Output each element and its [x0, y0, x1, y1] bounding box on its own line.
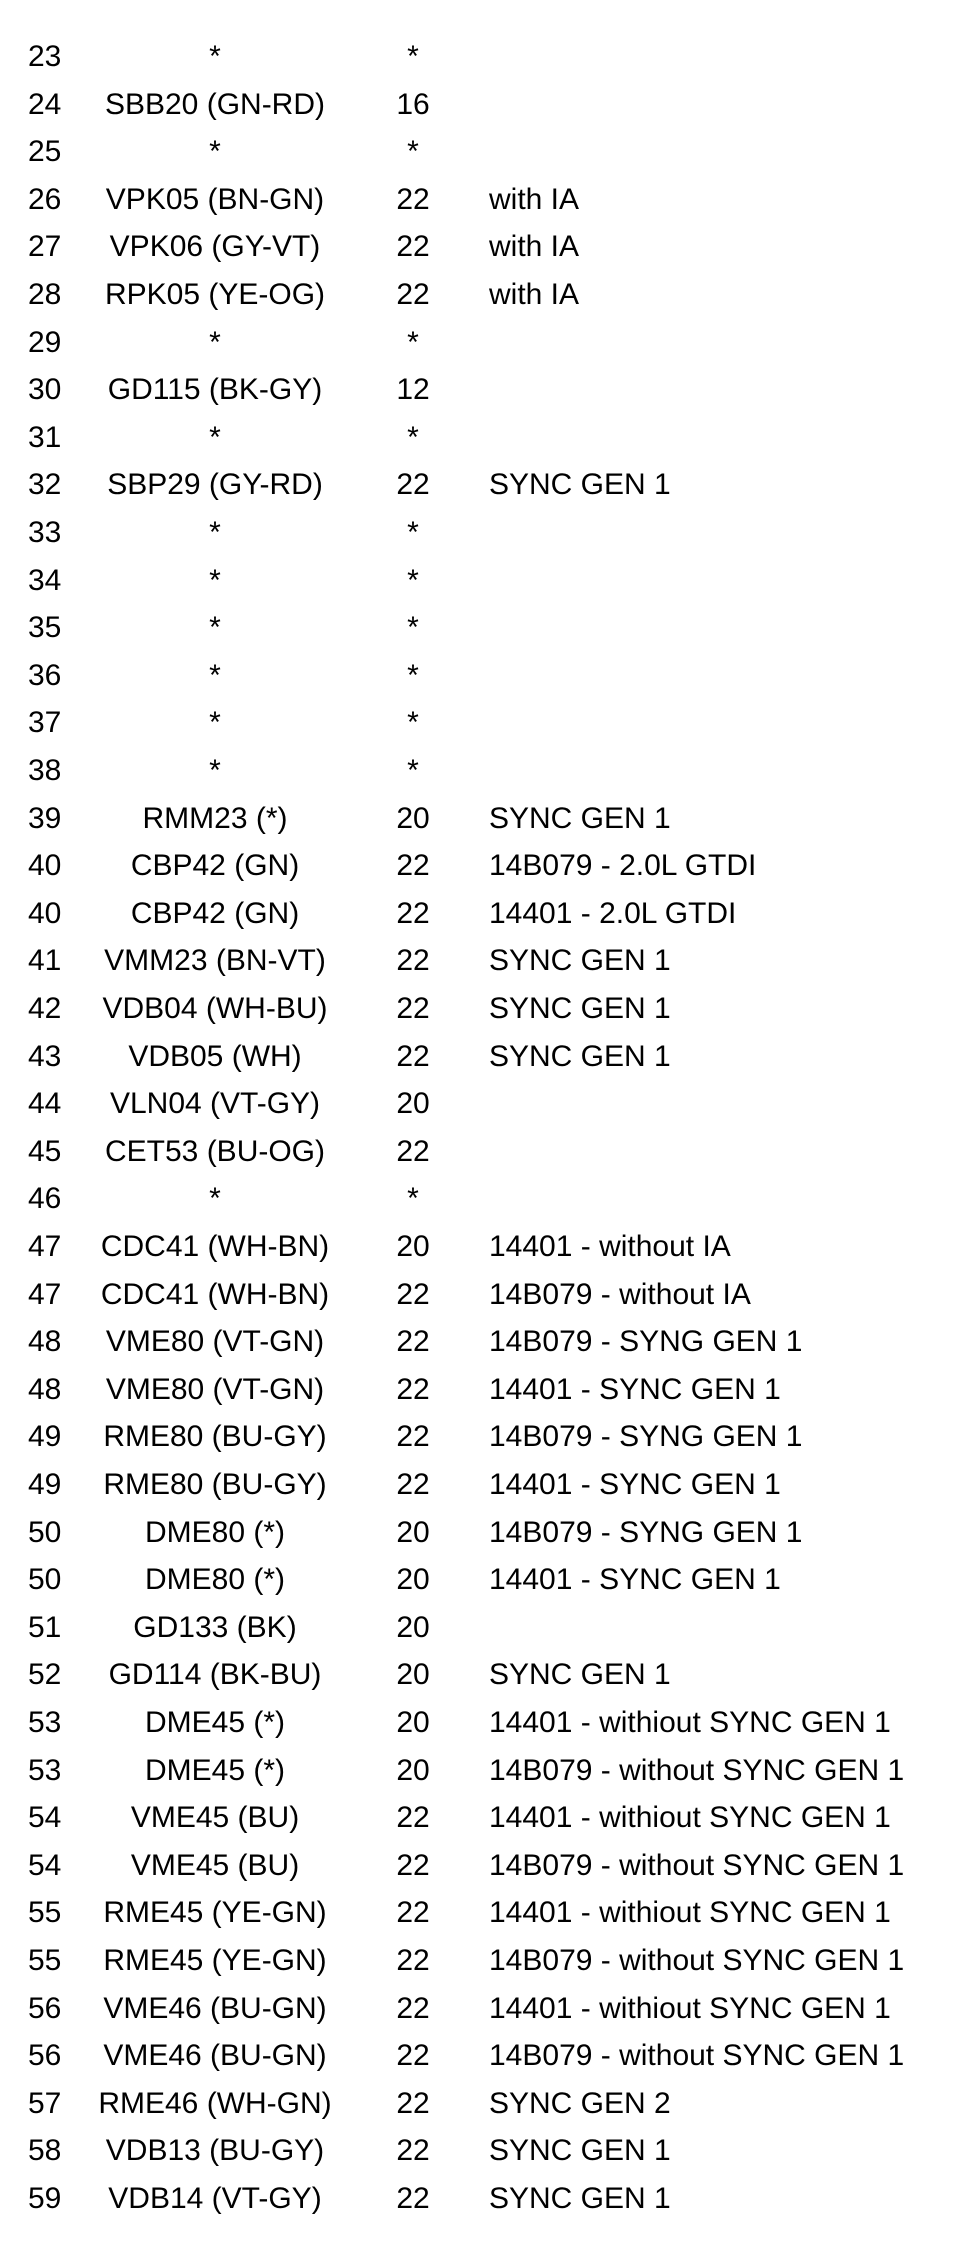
wire-gauge: *: [407, 325, 419, 359]
row-note: 14401 - withiout SYNC GEN 1: [489, 1896, 891, 1930]
circuit-code: GD133 (BK): [133, 1610, 297, 1644]
table-row: [0, 325, 973, 376]
wire-gauge: 22: [396, 1896, 430, 1930]
row-note: 14401 - withiout SYNC GEN 1: [489, 1801, 891, 1835]
table-row: [0, 563, 973, 614]
row-note: with IA: [489, 182, 580, 216]
pin-number: 39: [28, 801, 62, 835]
pin-number: 54: [28, 1848, 62, 1882]
table-row: [0, 87, 973, 138]
pin-number: 57: [28, 2086, 62, 2120]
row-note: 14401 - withiout SYNC GEN 1: [489, 1706, 891, 1739]
wire-gauge: *: [407, 563, 419, 597]
table-row: [0, 1470, 973, 1518]
row-note: SYNC GEN 1: [489, 2182, 671, 2215]
table-row: [0, 1898, 973, 1946]
circuit-code: *: [209, 40, 221, 73]
wire-gauge: *: [407, 754, 419, 787]
wire-gauge: 20: [396, 1230, 430, 1263]
table-row: [0, 1848, 973, 1899]
circuit-code: RMM23 (*): [142, 801, 288, 835]
pin-number: 53: [28, 1753, 62, 1787]
wire-gauge: *: [407, 135, 419, 169]
pin-number: 56: [28, 2039, 62, 2073]
table-row: [0, 1515, 973, 1566]
row-note: 14401 - without IA: [489, 1230, 731, 1263]
pin-number: 54: [28, 1801, 62, 1835]
table-row: [0, 851, 973, 899]
table-row: [0, 182, 973, 233]
row-note: 14B079 - without SYNC GEN 1: [489, 1753, 905, 1787]
row-note: 14401 - SYNC GEN 1: [489, 1563, 781, 1597]
table-row: [0, 518, 973, 566]
table-row: [0, 946, 973, 994]
circuit-code: RME45 (YE-GN): [103, 1944, 327, 1977]
table-row: [0, 708, 973, 756]
wire-gauge: 22: [396, 849, 430, 883]
circuit-code: RME46 (WH-GN): [98, 2086, 332, 2120]
wire-gauge: 22: [396, 992, 430, 1025]
table-row: [0, 470, 973, 518]
circuit-code: VMM23 (BN-VT): [104, 944, 326, 978]
wire-gauge: 22: [396, 1944, 430, 1977]
table-row: [0, 801, 973, 852]
circuit-code: DME80 (*): [144, 1515, 286, 1549]
circuit-code: VDB14 (VT-GY): [108, 2182, 322, 2215]
table-row: [0, 1422, 973, 1470]
circuit-code: *: [209, 420, 221, 454]
table-row: [0, 1803, 973, 1851]
circuit-code: *: [209, 658, 221, 692]
row-note: 14B079 - without SYNC GEN 1: [489, 1944, 905, 1977]
wire-gauge: 22: [396, 182, 430, 216]
table-row: [0, 2136, 973, 2184]
pin-number: 30: [28, 373, 62, 407]
row-note: 14B079 - 2.0L GTDI: [489, 849, 757, 883]
pin-number: 45: [28, 1134, 62, 1168]
circuit-code: *: [209, 135, 221, 169]
pin-number: 28: [28, 278, 62, 311]
pin-number: 46: [28, 1182, 62, 1216]
wire-gauge: *: [407, 706, 419, 740]
pin-number: 42: [28, 992, 62, 1025]
table-row: [0, 1277, 973, 1328]
table-row: [0, 1327, 973, 1375]
wire-gauge: 22: [396, 468, 430, 502]
circuit-code: *: [209, 706, 221, 740]
circuit-code: RME80 (BU-GY): [103, 1468, 327, 1501]
pin-number: 52: [28, 1658, 62, 1692]
pin-number: 34: [28, 563, 62, 597]
pin-number: 40: [28, 896, 62, 930]
circuit-code: VME46 (BU-GN): [103, 1991, 327, 2025]
wire-gauge: 16: [396, 87, 430, 121]
pin-number: 37: [28, 706, 62, 740]
table-row: [0, 1372, 973, 1423]
row-note: with IA: [489, 230, 580, 264]
circuit-code: SBP29 (GY-RD): [107, 468, 323, 502]
circuit-code: VME45 (BU): [130, 1801, 300, 1835]
pin-number: 26: [28, 182, 62, 216]
circuit-code: CBP42 (GN): [130, 896, 300, 930]
table-row: [0, 1946, 973, 1994]
wire-gauge: 20: [396, 1753, 430, 1787]
wire-gauge: 22: [396, 1372, 430, 1406]
pin-number: 24: [28, 87, 62, 121]
row-note: SYNC GEN 1: [489, 1039, 671, 1073]
table-row: [0, 1184, 973, 1232]
wire-gauge: 20: [396, 1087, 430, 1121]
table-row: [0, 2041, 973, 2089]
circuit-code: VME80 (VT-GN): [105, 1372, 325, 1406]
table-row: [0, 42, 973, 90]
circuit-code: *: [209, 325, 221, 359]
wire-gauge: *: [407, 658, 419, 692]
pin-number: 25: [28, 135, 62, 169]
row-note: 14B079 - SYNG GEN 1: [489, 1420, 803, 1454]
table-row: [0, 1565, 973, 1613]
row-note: 14B079 - without IA: [489, 1277, 751, 1311]
row-note: 14401 - SYNC GEN 1: [489, 1468, 781, 1501]
wire-gauge: 22: [396, 1134, 430, 1168]
table-row: [0, 1753, 973, 1804]
circuit-code: VME46 (BU-GN): [103, 2039, 327, 2073]
circuit-code: *: [209, 611, 221, 645]
circuit-code: GD115 (BK-GY): [107, 373, 323, 407]
row-note: 14B079 - without SYNC GEN 1: [489, 2039, 905, 2073]
circuit-code: CDC41 (WH-BN): [100, 1277, 330, 1311]
row-note: SYNC GEN 1: [489, 944, 671, 978]
pin-number: 55: [28, 1944, 62, 1977]
table-row: [0, 137, 973, 185]
row-note: with IA: [489, 278, 580, 311]
pin-number: 27: [28, 230, 62, 264]
table-row: [0, 232, 973, 280]
table-row: [0, 896, 973, 947]
wire-gauge: 22: [396, 1801, 430, 1835]
pin-number: 50: [28, 1515, 62, 1549]
table-row: [0, 1660, 973, 1708]
pin-number: 49: [28, 1420, 62, 1454]
pin-number: 58: [28, 2134, 62, 2168]
wire-gauge: 22: [396, 1848, 430, 1882]
pin-number: 32: [28, 468, 62, 502]
circuit-code: CDC41 (WH-BN): [100, 1230, 330, 1263]
wire-gauge: 22: [396, 944, 430, 978]
pin-number: 43: [28, 1039, 62, 1073]
circuit-code: DME45 (*): [144, 1706, 286, 1739]
table-row: [0, 1232, 973, 1280]
table-row: [0, 658, 973, 709]
wire-gauge: 22: [396, 1991, 430, 2025]
wire-gauge: 20: [396, 1515, 430, 1549]
table-row: [0, 994, 973, 1042]
table-row: [0, 756, 973, 804]
wire-gauge: *: [407, 1182, 419, 1216]
wire-gauge: *: [407, 40, 419, 73]
pin-number: 49: [28, 1468, 62, 1501]
row-note: 14B079 - SYNG GEN 1: [489, 1515, 803, 1549]
pin-number: 23: [28, 40, 62, 73]
table-row: [0, 613, 973, 661]
wire-gauge: 22: [396, 2039, 430, 2073]
row-note: SYNC GEN 1: [489, 801, 671, 835]
pin-number: 48: [28, 1325, 62, 1359]
wire-gauge: 22: [396, 1277, 430, 1311]
circuit-code: VDB04 (WH-BU): [102, 992, 328, 1025]
pin-number: 51: [28, 1610, 62, 1644]
row-note: 14401 - 2.0L GTDI: [489, 896, 737, 930]
wire-gauge: 22: [396, 230, 430, 264]
circuit-code: RME45 (YE-GN): [103, 1896, 327, 1930]
circuit-code: SBB20 (GN-RD): [104, 87, 326, 121]
table-row: [0, 1610, 973, 1661]
wire-gauge: 22: [396, 2182, 430, 2215]
circuit-code: CBP42 (GN): [130, 849, 300, 883]
row-note: SYNC GEN 1: [489, 2134, 671, 2168]
row-note: 14401 - SYNC GEN 1: [489, 1372, 781, 1406]
table-row: [0, 1991, 973, 2042]
wire-gauge: 22: [396, 896, 430, 930]
table-row: [0, 1134, 973, 1185]
pin-number: 50: [28, 1563, 62, 1597]
circuit-code: VPK06 (GY-VT): [109, 230, 321, 264]
row-note: SYNC GEN 1: [489, 468, 671, 502]
table-row: [0, 2086, 973, 2137]
wire-gauge: 22: [396, 1420, 430, 1454]
wire-gauge: 22: [396, 1325, 430, 1359]
circuit-code: VLN04 (VT-GY): [109, 1087, 321, 1121]
table-row: [0, 280, 973, 328]
circuit-code: VME45 (BU): [130, 1848, 300, 1882]
wire-gauge: *: [407, 611, 419, 645]
pin-number: 48: [28, 1372, 62, 1406]
circuit-code: VME80 (VT-GN): [105, 1325, 325, 1359]
wire-gauge: 12: [396, 373, 430, 407]
table-row: [0, 1708, 973, 1756]
wire-gauge: 22: [396, 278, 430, 311]
table-row: [0, 375, 973, 423]
pin-number: 36: [28, 658, 62, 692]
wire-gauge: *: [407, 420, 419, 454]
row-note: 14B079 - without SYNC GEN 1: [489, 1848, 905, 1882]
wire-gauge: 22: [396, 2134, 430, 2168]
circuit-code: *: [209, 516, 221, 549]
pin-number: 38: [28, 754, 62, 787]
pin-number: 44: [28, 1087, 62, 1121]
row-note: SYNC GEN 2: [489, 2086, 671, 2120]
pin-number: 55: [28, 1896, 62, 1930]
pin-number: 33: [28, 516, 62, 549]
table-row: [0, 1039, 973, 1090]
row-note: 14B079 - SYNG GEN 1: [489, 1325, 803, 1359]
wire-gauge: 22: [396, 1468, 430, 1501]
pin-number: 29: [28, 325, 62, 359]
wire-gauge: 20: [396, 1563, 430, 1597]
wire-gauge: 20: [396, 1610, 430, 1644]
pin-number: 47: [28, 1277, 62, 1311]
row-note: SYNC GEN 1: [489, 992, 671, 1025]
circuit-code: *: [209, 1182, 221, 1216]
pin-number: 59: [28, 2182, 62, 2215]
circuit-code: RPK05 (YE-OG): [104, 278, 326, 311]
circuit-code: CET53 (BU-OG): [104, 1134, 326, 1168]
pin-number: 56: [28, 1991, 62, 2025]
circuit-code: VPK05 (BN-GN): [105, 182, 325, 216]
wire-gauge: *: [407, 516, 419, 549]
wire-gauge: 22: [396, 2086, 430, 2120]
circuit-code: GD114 (BK-BU): [108, 1658, 322, 1692]
table-row: [0, 1089, 973, 1137]
wire-gauge: 20: [396, 1706, 430, 1739]
circuit-code: RME80 (BU-GY): [103, 1420, 327, 1454]
table-row: [0, 2184, 973, 2232]
circuit-code: *: [209, 563, 221, 597]
circuit-code: VDB13 (BU-GY): [105, 2134, 325, 2168]
table-row: [0, 420, 973, 471]
pin-number: 35: [28, 611, 62, 645]
circuit-code: VDB05 (WH): [128, 1039, 302, 1073]
wire-gauge: 20: [396, 1658, 430, 1692]
circuit-code: DME80 (*): [144, 1563, 286, 1597]
circuit-code: *: [209, 754, 221, 787]
pin-number: 40: [28, 849, 62, 883]
row-note: SYNC GEN 1: [489, 1658, 671, 1692]
row-note: 14401 - withiout SYNC GEN 1: [489, 1991, 891, 2025]
pin-number: 47: [28, 1230, 62, 1263]
wire-gauge: 20: [396, 801, 430, 835]
pin-number: 53: [28, 1706, 62, 1739]
pin-number: 41: [28, 944, 62, 978]
wire-gauge: 22: [396, 1039, 430, 1073]
circuit-code: DME45 (*): [144, 1753, 286, 1787]
pin-number: 31: [28, 420, 62, 454]
